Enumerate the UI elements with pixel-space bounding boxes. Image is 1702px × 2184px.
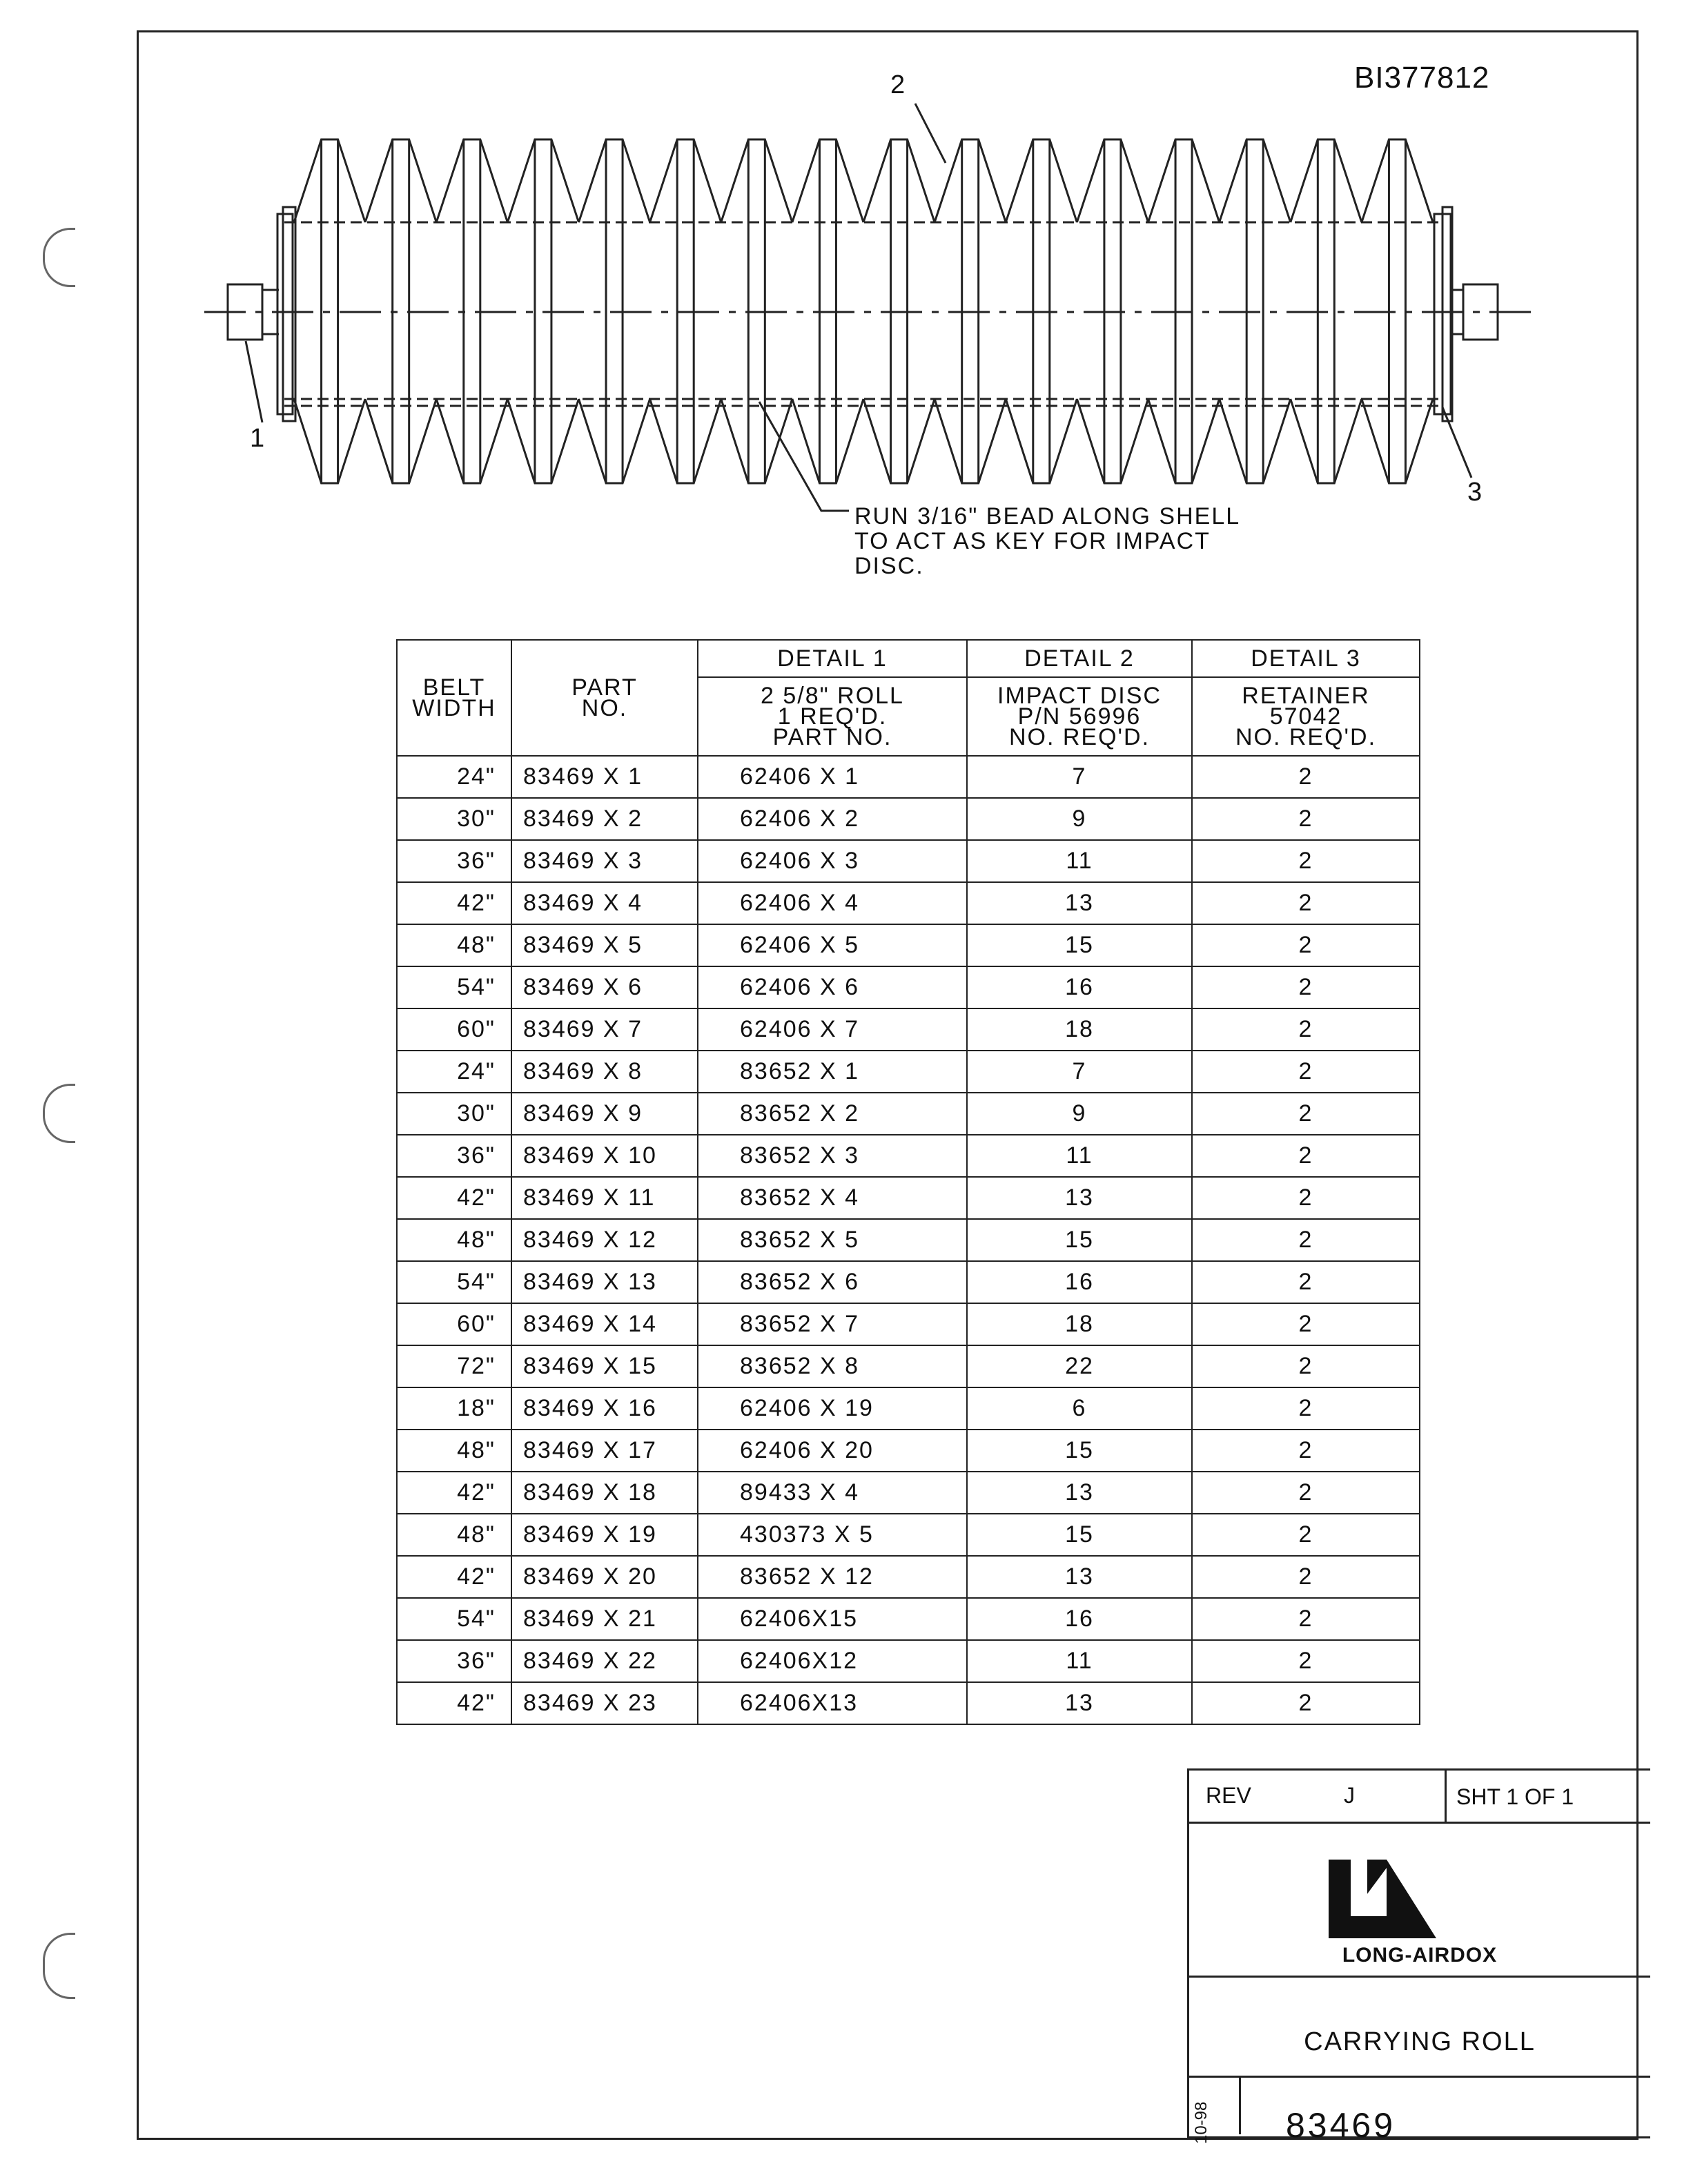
weld-note: RUN 3/16" BEAD ALONG SHELL TO ACT AS KEY FOR IMPACT DISC. <box>854 503 1241 579</box>
part-no-cell: 83469 X 11 <box>511 1177 698 1219</box>
roll-part-cell: 62406 X 6 <box>698 966 967 1008</box>
impact-disc-qty-cell: 13 <box>967 1177 1192 1219</box>
retainer-qty-cell: 2 <box>1192 1219 1420 1261</box>
roll-part-cell: 83652 X 5 <box>698 1219 967 1261</box>
company-name: LONG-AIRDOX <box>1342 1944 1498 1967</box>
retainer-qty-cell: 2 <box>1192 882 1420 924</box>
roll-part-cell: 83652 X 4 <box>698 1177 967 1219</box>
belt-width-cell: 36" <box>397 840 511 882</box>
table-row <box>397 1682 1420 1724</box>
part-no-cell: 83469 X 1 <box>511 756 698 798</box>
document-id: BI377812 <box>1354 61 1490 95</box>
belt-width-cell: 42" <box>397 1472 511 1514</box>
impact-disc <box>1006 399 1077 483</box>
part-no-cell: 83469 X 6 <box>511 966 698 1008</box>
impact-disc <box>935 399 1006 483</box>
part-no-cell: 83469 X 15 <box>511 1345 698 1387</box>
table-row <box>397 1051 1420 1093</box>
retainer-qty-cell: 2 <box>1192 1008 1420 1051</box>
table-row <box>397 1303 1420 1345</box>
table-row <box>397 1261 1420 1303</box>
title-block-rev-row <box>1189 1771 1650 1824</box>
impact-disc-qty-cell: 7 <box>967 1051 1192 1093</box>
callout-3: 3 <box>1467 478 1483 507</box>
company-logo <box>1323 1857 1440 1940</box>
impact-disc <box>579 399 650 483</box>
impact-disc <box>294 399 365 483</box>
impact-disc <box>436 139 507 222</box>
table-row <box>397 1008 1420 1051</box>
impact-disc-qty-cell: 11 <box>967 840 1192 882</box>
impact-disc-qty-cell: 15 <box>967 1514 1192 1556</box>
retainer-qty-cell: 2 <box>1192 1135 1420 1177</box>
roll-part-cell: 62406 X 20 <box>698 1430 967 1472</box>
impact-disc-qty-cell: 15 <box>967 924 1192 966</box>
belt-width-cell: 54" <box>397 1598 511 1640</box>
retainer-qty-cell: 2 <box>1192 840 1420 882</box>
impact-disc <box>721 139 792 222</box>
retainer-qty-cell: 2 <box>1192 1682 1420 1724</box>
leader-2 <box>915 104 946 163</box>
belt-width-cell: 48" <box>397 1514 511 1556</box>
table-row <box>397 1430 1420 1472</box>
roll-part-cell: 62406 X 19 <box>698 1387 967 1430</box>
roll-part-cell: 83652 X 3 <box>698 1135 967 1177</box>
belt-width-cell: 42" <box>397 1556 511 1598</box>
revision: J <box>1344 1783 1355 1808</box>
belt-width-cell: 60" <box>397 1303 511 1345</box>
impact-disc <box>792 139 863 222</box>
impact-disc-qty-cell: 11 <box>967 1640 1192 1682</box>
impact-disc <box>1291 399 1362 483</box>
impact-disc <box>365 139 436 222</box>
callout-2: 2 <box>890 70 906 99</box>
roll-part-cell: 62406X13 <box>698 1682 967 1724</box>
roll-part-cell: 62406 X 2 <box>698 798 967 840</box>
impact-disc <box>863 399 935 483</box>
parts-table <box>396 639 1420 1725</box>
title-block-title-row <box>1189 1978 1650 2078</box>
part-no-cell: 83469 X 19 <box>511 1514 698 1556</box>
belt-width-cell: 24" <box>397 1051 511 1093</box>
binder-hole <box>43 1084 75 1143</box>
roll-part-cell: 62406 X 5 <box>698 924 967 966</box>
retainer-qty-cell: 2 <box>1192 1093 1420 1135</box>
roll-part-cell: 83652 X 1 <box>698 1051 967 1093</box>
impact-disc <box>1148 139 1220 222</box>
retainer-qty-cell: 2 <box>1192 1261 1420 1303</box>
retainer-qty-cell: 2 <box>1192 1177 1420 1219</box>
belt-width-cell: 54" <box>397 1261 511 1303</box>
date-cell <box>1189 2078 1241 2144</box>
retainer-qty-cell: 2 <box>1192 1051 1420 1093</box>
retainer-qty-cell: 2 <box>1192 756 1420 798</box>
retainer-qty-cell: 2 <box>1192 924 1420 966</box>
roll-part-cell: 83652 X 12 <box>698 1556 967 1598</box>
belt-width-cell: 24" <box>397 756 511 798</box>
leader-3 <box>1442 407 1471 478</box>
roll-part-cell: 62406 X 4 <box>698 882 967 924</box>
impact-disc-qty-cell: 15 <box>967 1219 1192 1261</box>
table-row <box>397 966 1420 1008</box>
table-row <box>397 1177 1420 1219</box>
retainer-qty-cell: 2 <box>1192 1387 1420 1430</box>
impact-disc-qty-cell: 13 <box>967 1472 1192 1514</box>
impact-disc <box>1362 399 1433 483</box>
belt-width-cell: 36" <box>397 1640 511 1682</box>
table-row <box>397 882 1420 924</box>
part-no-cell: 83469 X 2 <box>511 798 698 840</box>
binder-hole <box>43 1933 75 1999</box>
impact-disc-qty-cell: 18 <box>967 1303 1192 1345</box>
belt-width-cell: 42" <box>397 1682 511 1724</box>
table-row <box>397 1640 1420 1682</box>
belt-width-cell: 42" <box>397 882 511 924</box>
table-row <box>397 1514 1420 1556</box>
belt-width-cell: 18" <box>397 1387 511 1430</box>
retainer-qty-cell: 2 <box>1192 1430 1420 1472</box>
retainer-qty-cell: 2 <box>1192 1556 1420 1598</box>
roll-part-cell: 83652 X 8 <box>698 1345 967 1387</box>
impact-disc <box>1148 399 1220 483</box>
impact-disc <box>863 139 935 222</box>
impact-disc <box>1291 139 1362 222</box>
impact-disc <box>507 399 578 483</box>
rev-label: REV <box>1206 1783 1251 1808</box>
part-no-cell: 83469 X 13 <box>511 1261 698 1303</box>
sheet-number: SHT 1 OF 1 <box>1445 1771 1574 1822</box>
table-row <box>397 840 1420 882</box>
part-no-cell: 83469 X 18 <box>511 1472 698 1514</box>
impact-disc-qty-cell: 15 <box>967 1430 1192 1472</box>
impact-disc <box>436 399 507 483</box>
roll-part-cell: 430373 X 5 <box>698 1514 967 1556</box>
impact-disc-qty-cell: 11 <box>967 1135 1192 1177</box>
roll-part-cell: 83652 X 6 <box>698 1261 967 1303</box>
part-no-cell: 83469 X 5 <box>511 924 698 966</box>
roll-part-cell: 83652 X 2 <box>698 1093 967 1135</box>
part-no-cell: 83469 X 14 <box>511 1303 698 1345</box>
belt-width-cell: 48" <box>397 924 511 966</box>
part-no-cell: 83469 X 3 <box>511 840 698 882</box>
drawing-title: CARRYING ROLL <box>1304 2027 1536 2056</box>
impact-disc <box>1077 139 1148 222</box>
table-row <box>397 1472 1420 1514</box>
header-detail-3-desc: RETAINER 57042 NO. REQ'D. <box>1192 677 1420 756</box>
impact-disc <box>1006 139 1077 222</box>
impact-disc <box>365 399 436 483</box>
belt-width-cell: 30" <box>397 1093 511 1135</box>
retainer-qty-cell: 2 <box>1192 1514 1420 1556</box>
impact-disc-qty-cell: 16 <box>967 1598 1192 1640</box>
part-no-cell: 83469 X 8 <box>511 1051 698 1093</box>
part-no-cell: 83469 X 10 <box>511 1135 698 1177</box>
table-row <box>397 1345 1420 1387</box>
title-block <box>1187 1768 1650 2145</box>
belt-width-cell: 54" <box>397 966 511 1008</box>
impact-disc-qty-cell: 9 <box>967 1093 1192 1135</box>
retainer-qty-cell: 2 <box>1192 798 1420 840</box>
part-no-cell: 83469 X 12 <box>511 1219 698 1261</box>
header-detail-1-desc: 2 5/8" ROLL 1 REQ'D. PART NO. <box>698 677 967 756</box>
impact-disc <box>650 139 721 222</box>
callout-1: 1 <box>250 424 265 453</box>
impact-disc <box>579 139 650 222</box>
table-row <box>397 1135 1420 1177</box>
drawing-date: 10-98 <box>1192 2101 1211 2144</box>
table-row <box>397 1598 1420 1640</box>
impact-disc-qty-cell: 7 <box>967 756 1192 798</box>
table-row <box>397 798 1420 840</box>
retainer-qty-cell: 2 <box>1192 1640 1420 1682</box>
impact-disc <box>507 139 578 222</box>
belt-width-cell: 60" <box>397 1008 511 1051</box>
belt-width-cell: 48" <box>397 1219 511 1261</box>
retainer-qty-cell: 2 <box>1192 1472 1420 1514</box>
table-row <box>397 1093 1420 1135</box>
part-no-cell: 83469 X 9 <box>511 1093 698 1135</box>
impact-disc-qty-cell: 9 <box>967 798 1192 840</box>
belt-width-cell: 48" <box>397 1430 511 1472</box>
roll-part-cell: 83652 X 7 <box>698 1303 967 1345</box>
retainer-qty-cell: 2 <box>1192 1345 1420 1387</box>
header-belt-width: BELT WIDTH <box>397 640 511 756</box>
part-no-cell: 83469 X 21 <box>511 1598 698 1640</box>
table-row <box>397 1387 1420 1430</box>
part-no-cell: 83469 X 20 <box>511 1556 698 1598</box>
impact-disc <box>294 139 365 222</box>
roll-drawing <box>0 0 1702 621</box>
part-no-cell: 83469 X 16 <box>511 1387 698 1430</box>
belt-width-cell: 36" <box>397 1135 511 1177</box>
impact-disc <box>1220 139 1291 222</box>
header-detail-2-desc: IMPACT DISC P/N 56996 NO. REQ'D. <box>967 677 1192 756</box>
impact-disc-qty-cell: 13 <box>967 882 1192 924</box>
retainer-qty-cell: 2 <box>1192 966 1420 1008</box>
table-row <box>397 924 1420 966</box>
retainer-qty-cell: 2 <box>1192 1598 1420 1640</box>
part-no-cell: 83469 X 22 <box>511 1640 698 1682</box>
header-part-no: PART NO. <box>511 640 698 756</box>
impact-disc-qty-cell: 22 <box>967 1345 1192 1387</box>
roll-part-cell: 62406 X 3 <box>698 840 967 882</box>
retainer-qty-cell: 2 <box>1192 1303 1420 1345</box>
impact-disc <box>792 399 863 483</box>
roll-part-cell: 89433 X 4 <box>698 1472 967 1514</box>
roll-part-cell: 62406 X 1 <box>698 756 967 798</box>
roll-part-cell: 62406X15 <box>698 1598 967 1640</box>
belt-width-cell: 30" <box>397 798 511 840</box>
shell-left-flange <box>277 214 293 414</box>
impact-disc <box>935 139 1006 222</box>
impact-disc <box>1077 399 1148 483</box>
part-no-cell: 83469 X 7 <box>511 1008 698 1051</box>
roll-part-cell: 62406X12 <box>698 1640 967 1682</box>
impact-disc <box>1220 399 1291 483</box>
header-detail-3: DETAIL 3 <box>1192 640 1420 677</box>
leader-1 <box>246 341 262 422</box>
belt-width-cell: 72" <box>397 1345 511 1387</box>
impact-disc-qty-cell: 13 <box>967 1556 1192 1598</box>
table-row <box>397 756 1420 798</box>
header-detail-2: DETAIL 2 <box>967 640 1192 677</box>
impact-disc <box>650 399 721 483</box>
part-no-cell: 83469 X 23 <box>511 1682 698 1724</box>
impact-disc <box>1362 139 1433 222</box>
impact-disc-qty-cell: 16 <box>967 966 1192 1008</box>
impact-disc-qty-cell: 18 <box>967 1008 1192 1051</box>
table-row <box>397 1556 1420 1598</box>
roll-part-cell: 62406 X 7 <box>698 1008 967 1051</box>
part-no-cell: 83469 X 4 <box>511 882 698 924</box>
impact-disc-qty-cell: 6 <box>967 1387 1192 1430</box>
title-block-logo-row <box>1189 1824 1650 1978</box>
title-block-number-row <box>1189 2078 1650 2145</box>
header-detail-1: DETAIL 1 <box>698 640 967 677</box>
drawing-number: 83469 <box>1286 2106 1396 2145</box>
impact-disc-qty-cell: 13 <box>967 1682 1192 1724</box>
belt-width-cell: 42" <box>397 1177 511 1219</box>
part-no-cell: 83469 X 17 <box>511 1430 698 1472</box>
table-row <box>397 1219 1420 1261</box>
impact-disc-qty-cell: 16 <box>967 1261 1192 1303</box>
